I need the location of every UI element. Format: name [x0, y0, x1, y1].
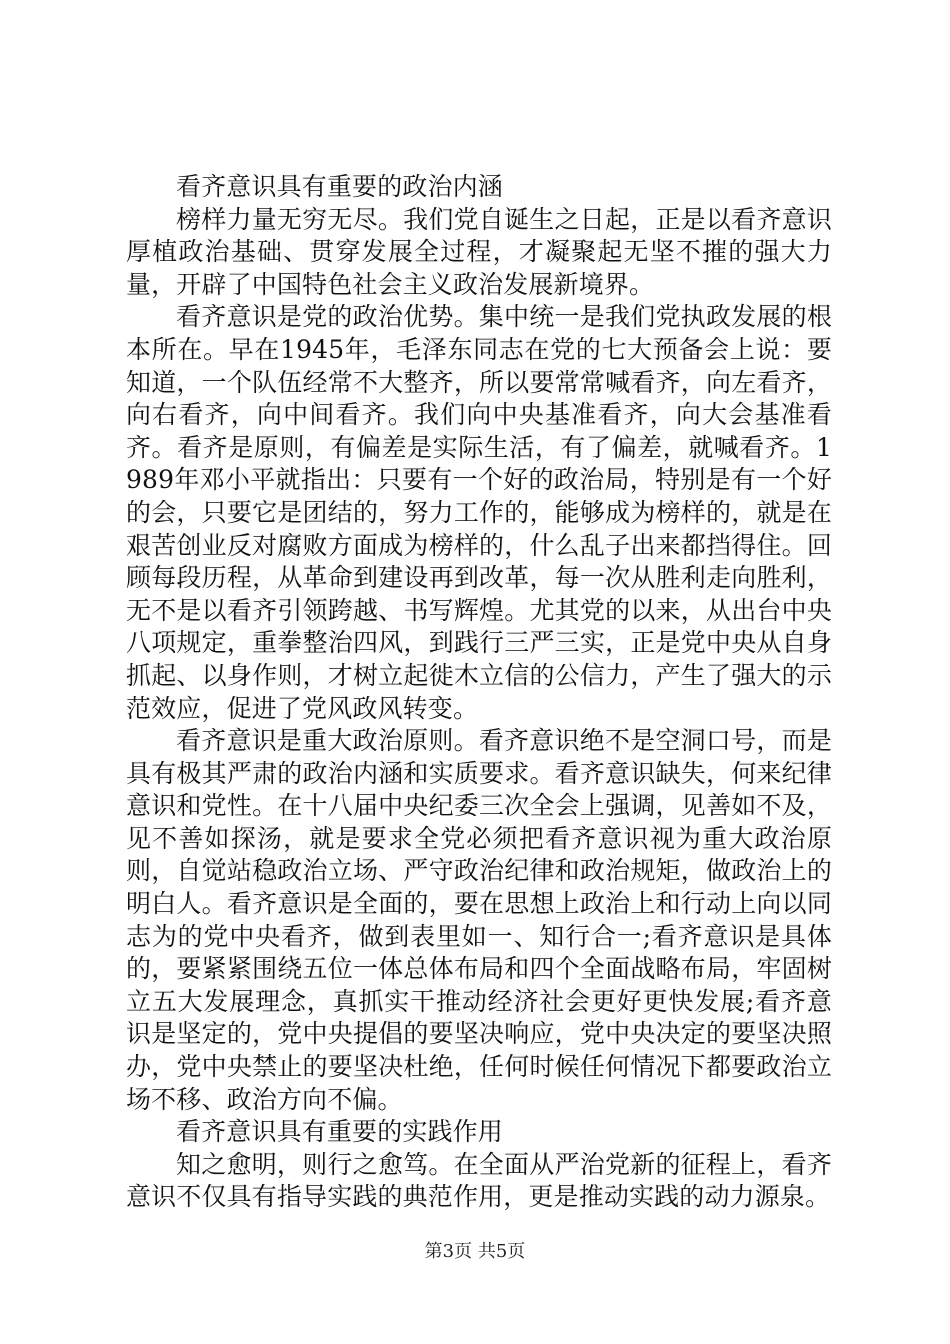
section-heading: 看齐意识具有重要的政治内涵 — [176, 172, 503, 201]
body-paragraph: 看齐意识是党的政治优势。集中统一是我们党执政发展的根本所在。早在1945年，毛泽东同志在党的七大预备会上说：要知道，一个队伍经常不大整齐，所以要常常喊看齐，向左看齐，向右看齐，向中间看齐。我们向中央基准看齐，向大会基准看齐。看齐是原则，有偏差是实际生活，有了偏差，就喊看齐。1989年邓小平就指出：只要有一个好的政治局，特别是有一个好的会，只要它是团结的，努力工作的，能够成为榜样的，就是在艰苦创业反对腐败方面成为榜样的，什么乱子出来都挡得住。回顾每段历程，从革命到建设再到改革，每一次从胜利走向胜利，无不是以看齐引领跨越、书写辉煌。尤其党的以来，从出台中央八项规定，重拳整治四风，到践行三严三实，正是党中央从自身抓起、以身作则，才树立起徙木立信的公信力，产生了强大的示范效应，促进了党风政风转变。 — [126, 302, 832, 723]
document-body — [126, 171, 832, 1214]
body-paragraph: 榜样力量无穷无尽。我们党自诞生之日起，正是以看齐意识厚植政治基础、贯穿发展全过程，才凝聚起无坚不摧的强大力量，开辟了中国特色社会主义政治发展新境界。 — [126, 204, 832, 299]
section-heading: 看齐意识具有重要的实践作用 — [176, 1117, 503, 1147]
body-paragraph: 知之愈明，则行之愈笃。在全面从严治党新的征程上，看齐意识不仅具有指导实践的典范作用，更是推动实践的动力源泉。 — [126, 1149, 832, 1212]
page-number-footer: 第3页 共5页 — [424, 1241, 526, 1262]
body-paragraph: 看齐意识是重大政治原则。看齐意识绝不是空洞口号，而是具有极其严肃的政治内涵和实质要求。看齐意识缺失，何来纪律意识和党性。在十八届中央纪委三次全会上强调，见善如不及，见不善如探汤，就是要求全党必须把看齐意识视为重大政治原则，自觉站稳政治立场、严守政治纪律和政治规矩，做政治上的明白人。看齐意识是全面的，要在思想上政治上和行动上向以同志为的党中央看齐，做到表里如一、知行合一;看齐意识是具体的，要紧紧围绕五位一体总体布局和四个全面战略布局，牢固树立五大发展理念，真抓实干推动经济社会更好更快发展;看齐意识是坚定的，党中央提倡的要坚决响应，党中央决定的要坚决照办，党中央禁止的要坚决杜绝，任何时候任何情况下都要政治立场不移、政治方向不偏。 — [126, 726, 832, 1114]
